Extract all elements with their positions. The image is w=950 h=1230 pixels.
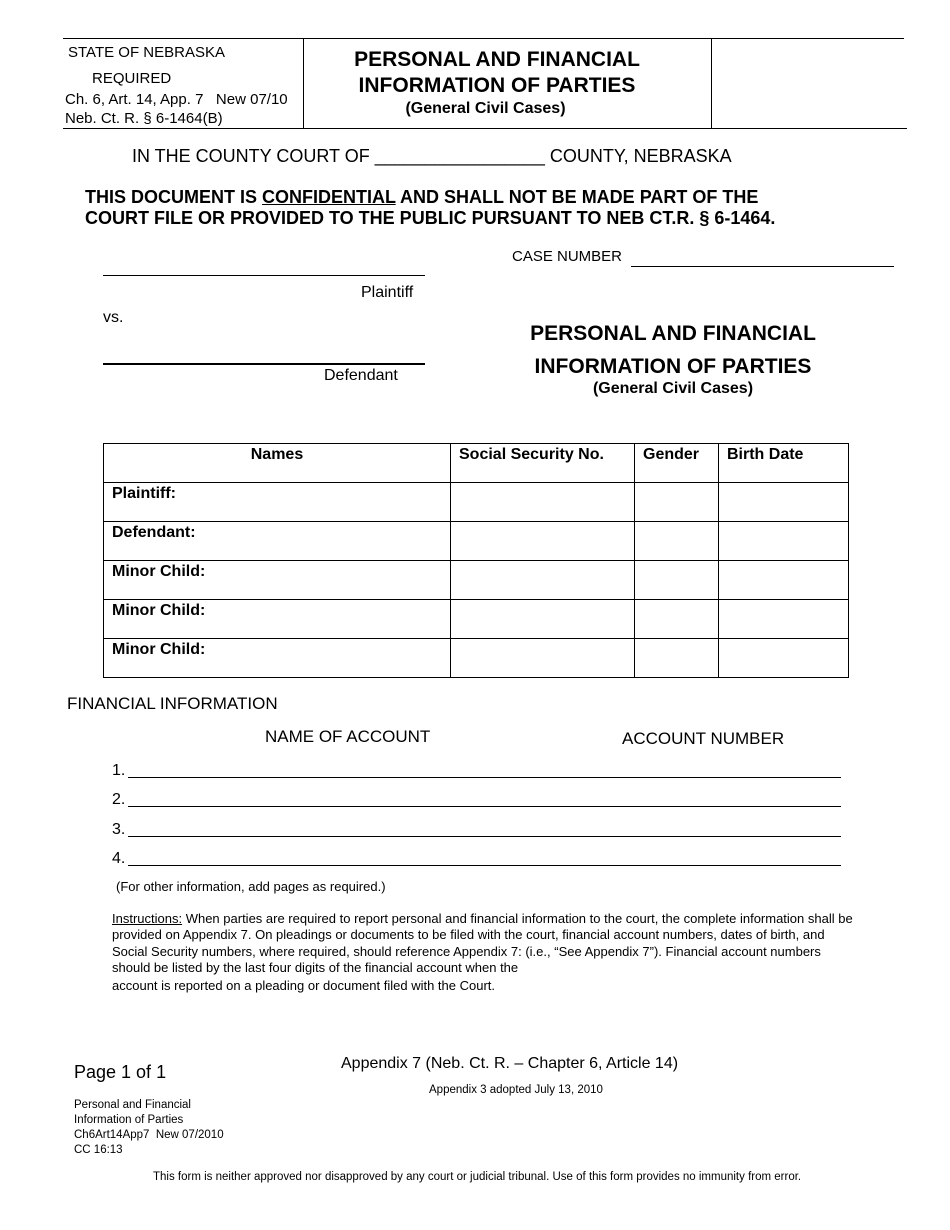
gender-cell[interactable] [635, 639, 719, 678]
statute-reference: Neb. Ct. R. § 6-1464(B) [65, 110, 223, 127]
confidential-text-a: THIS DOCUMENT IS [85, 187, 263, 207]
defendant-name-field[interactable] [103, 363, 425, 365]
header-bottom-rule [63, 128, 907, 129]
required-label: REQUIRED [92, 70, 172, 87]
table-header-row [104, 444, 849, 483]
birthdate-cell[interactable] [719, 600, 849, 639]
caption-title-line2: INFORMATION OF PARTIES [534, 355, 812, 378]
gender-cell[interactable] [635, 600, 719, 639]
appendix-label: Appendix 7 (Neb. Ct. R. – Chapter 6, Article 14) [341, 1055, 679, 1072]
header-title-line1: PERSONAL AND FINANCIAL [354, 48, 640, 71]
ssn-cell[interactable] [451, 639, 635, 678]
form-id-line: Personal and Financial [74, 1099, 191, 1111]
ssn-cell[interactable] [451, 600, 635, 639]
gender-cell[interactable] [635, 561, 719, 600]
account-line-number: 1. [112, 762, 126, 779]
account-line-1[interactable] [112, 762, 125, 780]
account-line-number: 3. [112, 821, 126, 838]
confidential-notice [85, 187, 775, 229]
table-row [104, 561, 849, 600]
page-indicator: Page 1 of 1 [74, 1062, 167, 1082]
form-id-line: Ch6Art14App7 New 07/2010 [74, 1129, 224, 1141]
birthdate-column-header: Birth Date [719, 444, 849, 483]
row-label: Defendant: [104, 522, 451, 561]
gender-cell[interactable] [635, 522, 719, 561]
court-prefix: IN THE COUNTY COURT OF [132, 146, 370, 166]
state-label: STATE OF NEBRASKA [68, 44, 225, 61]
account-number-header: ACCOUNT NUMBER [622, 729, 785, 748]
account-line-4[interactable] [112, 850, 125, 868]
court-suffix: COUNTY, NEBRASKA [549, 146, 732, 166]
table-row [104, 483, 849, 522]
gender-column-header: Gender [635, 444, 719, 483]
case-number-label: CASE NUMBER [512, 248, 623, 265]
names-column-header: Names [104, 444, 451, 483]
header-subtitle: (General Civil Cases) [405, 100, 566, 117]
instructions-block [112, 911, 862, 976]
birthdate-cell[interactable] [719, 522, 849, 561]
plaintiff-name-field[interactable] [103, 275, 425, 276]
court-line [132, 146, 732, 167]
form-identifier [74, 1098, 224, 1158]
ssn-column-header: Social Security No. [451, 444, 635, 483]
instructions-last-line: account is reported on a pleading or document filed with the Court. [112, 978, 496, 993]
ssn-cell[interactable] [451, 483, 635, 522]
other-info-note: (For other information, add pages as required.) [116, 879, 386, 894]
table-row [104, 522, 849, 561]
account-line-3[interactable] [112, 821, 125, 839]
caption-subtitle: (General Civil Cases) [592, 380, 754, 397]
account-line-number: 2. [112, 791, 126, 808]
header-divider-right [711, 38, 712, 128]
county-blank[interactable]: _________________ [374, 146, 545, 166]
gender-cell[interactable] [635, 483, 719, 522]
disclaimer: This form is neither approved nor disapproved by any court or judicial tribunal. Use of this form provides no immunity from error. [153, 1171, 802, 1183]
case-number-field[interactable] [631, 266, 894, 267]
confidential-text-b: AND SHALL NOT BE MADE PART OF THE [395, 187, 759, 207]
table-row [104, 600, 849, 639]
birthdate-cell[interactable] [719, 639, 849, 678]
financial-heading: FINANCIAL INFORMATION [67, 694, 278, 713]
row-label: Minor Child: [104, 600, 451, 639]
parties-table [103, 443, 849, 678]
adopted-date: Appendix 3 adopted July 13, 2010 [429, 1084, 603, 1096]
row-label: Minor Child: [104, 561, 451, 600]
header-top-rule [63, 38, 904, 39]
plaintiff-label: Plaintiff [361, 284, 414, 301]
table-row [104, 639, 849, 678]
confidential-word: CONFIDENTIAL [262, 187, 396, 207]
birthdate-cell[interactable] [719, 561, 849, 600]
rule-reference: Ch. 6, Art. 14, App. 7 New 07/10 [65, 91, 288, 108]
vs-label: vs. [103, 309, 124, 326]
birthdate-cell[interactable] [719, 483, 849, 522]
instructions-label: Instructions: [112, 911, 183, 926]
form-id-line: CC 16:13 [74, 1144, 123, 1156]
row-label: Minor Child: [104, 639, 451, 678]
ssn-cell[interactable] [451, 522, 635, 561]
header-title-line2: INFORMATION OF PARTIES [358, 74, 636, 97]
account-line-2[interactable] [112, 791, 125, 809]
form-id-line: Information of Parties [74, 1114, 184, 1126]
ssn-cell[interactable] [451, 561, 635, 600]
instructions-text: When parties are required to report personal and financial information to the court, the complete information shall be provided on Appendix 7. On pleadings or documents to be filed with the court, financial account numbers, dates of birth, and Social Security numbers, where required, should reference Appendix 7: (i.e., “See Appendix 7”). Financial account numbers should be listed by the last four digits of the financial account when the [112, 911, 853, 975]
defendant-label: Defendant [324, 367, 398, 384]
account-name-header: NAME OF ACCOUNT [265, 727, 431, 746]
account-line-number: 4. [112, 850, 126, 867]
confidential-text-line2: COURT FILE OR PROVIDED TO THE PUBLIC PURSUANT TO NEB CT.R. § 6-1464. [85, 208, 776, 228]
caption-title-line1: PERSONAL AND FINANCIAL [530, 322, 816, 345]
row-label: Plaintiff: [104, 483, 451, 522]
